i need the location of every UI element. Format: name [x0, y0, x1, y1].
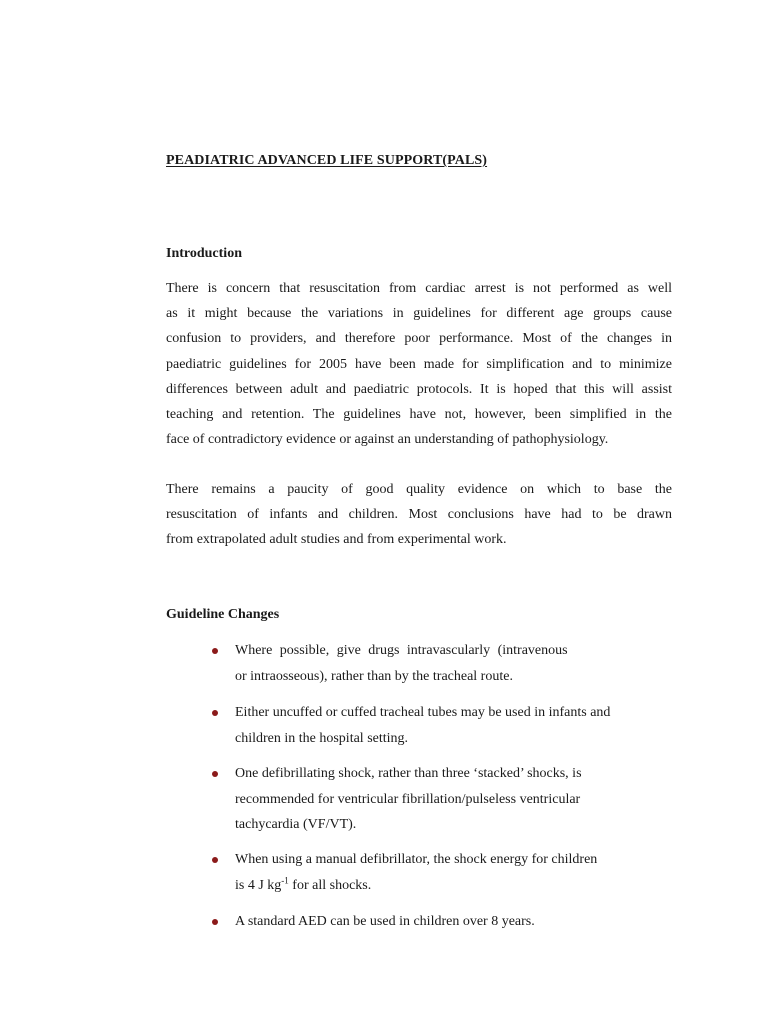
text-fragment: is 4 J kg [235, 877, 282, 893]
paragraph-line: There remains a paucity of good quality evidence on which to base the [166, 482, 672, 497]
list-item-line: When using a manual defibrillator, the shock energy for children [235, 852, 598, 867]
introduction-paragraph-2 [166, 477, 672, 553]
text-fragment: for all shocks. [288, 877, 372, 893]
list-item-text [235, 700, 655, 751]
list-item-line [235, 873, 655, 899]
list-item-text [235, 638, 655, 689]
paragraph-line: resuscitation of infants and children. Most conclusions have had to be drawn [166, 507, 672, 523]
paragraph-line: There is concern that resuscitation from cardiac arrest is not performed as well [166, 281, 672, 296]
list-item-text [235, 909, 655, 935]
introduction-paragraph-1 [166, 276, 672, 452]
paragraph-line: confusion to providers, and therefore poor performance. Most of the changes in [166, 331, 672, 347]
paragraph-line: from extrapolated adult studies and from experimental work. [166, 532, 507, 548]
list-item-line: Where possible, give drugs intravascularly (intravenous [235, 643, 568, 658]
introduction-heading: Introduction [166, 246, 242, 261]
list-item-line: children in the hospital setting. [235, 730, 409, 746]
list-item-line: recommended for ventricular fibrillation/pulseless ventricular [235, 791, 581, 807]
bullet-icon [212, 710, 218, 716]
list-item-line: Either uncuffed or cuffed tracheal tubes may be used in infants and [235, 705, 611, 720]
bullet-icon [212, 919, 218, 925]
list-item-line: or intraosseous), rather than by the tracheal route. [235, 668, 513, 684]
bullet-icon [212, 857, 218, 863]
paragraph-line: differences between adult and paediatric protocols. It is hoped that this will assist [166, 381, 672, 397]
bullet-icon [212, 771, 218, 777]
list-item-line: One defibrillating shock, rather than three ‘stacked’ shocks, is [235, 766, 582, 781]
bullet-icon [212, 648, 218, 654]
paragraph-line: paediatric guidelines for 2005 have been made for simplification and to minimize [166, 356, 672, 372]
list-item-text [235, 847, 655, 898]
list-item-text [235, 761, 655, 838]
list-item-line: tachycardia (VF/VT). [235, 817, 357, 832]
paragraph-line: teaching and retention. The guidelines have not, however, been simplified in the [166, 406, 672, 422]
paragraph-line: as it might because the variations in guidelines for different age groups cause [166, 306, 672, 322]
list-item-line: A standard AED can be used in children over 8 years. [235, 914, 535, 929]
paragraph-line: face of contradictory evidence or against an understanding of pathophysiology. [166, 432, 609, 448]
superscript: -1 [281, 874, 289, 885]
guideline-changes-heading: Guideline Changes [166, 607, 280, 622]
document-title: PEADIATRIC ADVANCED LIFE SUPPORT(PALS) [166, 153, 488, 168]
